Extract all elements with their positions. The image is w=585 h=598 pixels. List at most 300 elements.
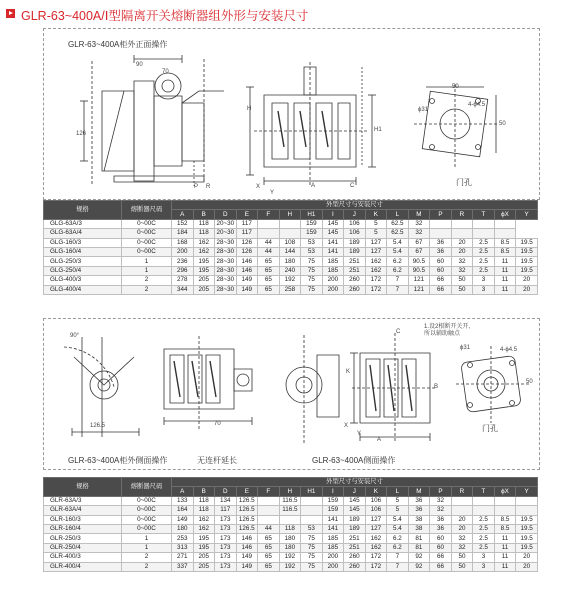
dimension-letter-header: L [387, 210, 409, 219]
table-row [44, 276, 538, 285]
dimension-cell: 5.4 [387, 524, 409, 533]
dimension-cell: 8.5 [494, 247, 516, 256]
dimension-cell [494, 219, 516, 228]
fuse-size-cell: 0~00C [122, 496, 172, 505]
model-cell: GLG-160/4 [44, 247, 122, 256]
dimension-cell: 192 [279, 553, 301, 562]
dimension-cell: 173 [215, 562, 237, 571]
fuse-size-cell: 0~00C [122, 238, 172, 247]
dimension-letter-header: L [387, 487, 409, 496]
dimension-cell: 66 [430, 553, 452, 562]
table-row [44, 219, 538, 228]
dim-label-d31: ϕ31 [418, 107, 429, 113]
dimension-cell: 11 [494, 285, 516, 294]
dimension-cell: 134 [215, 496, 237, 505]
dimension-cell: 146 [236, 257, 258, 266]
dimension-cell: 260 [344, 553, 366, 562]
dimension-letter-header: H1 [301, 210, 323, 219]
dimension-cell [516, 496, 538, 505]
dimension-cell: 260 [344, 276, 366, 285]
dimension-cell: 159 [322, 496, 344, 505]
dimension-cell: 5 [387, 506, 409, 515]
dim-label-70: 70 [214, 421, 221, 427]
dimension-cell: 205 [193, 553, 215, 562]
dimension-cell: 75 [301, 543, 323, 552]
dim-label-a: A [311, 183, 316, 189]
dimension-cell: 145 [344, 506, 366, 515]
dimension-cell: 8.5 [494, 515, 516, 524]
fuse-size-cell: 1 [122, 543, 172, 552]
dimension-cell: 7 [387, 553, 409, 562]
dimension-cell: 19.5 [516, 534, 538, 543]
dimension-cell: 172 [365, 553, 387, 562]
dimension-cell: 28~30 [216, 248, 235, 256]
dimension-cell: 173 [215, 543, 237, 552]
dimension-cell: 168 [172, 238, 194, 247]
dimension-cell: 126 [236, 238, 258, 247]
side-operation-caption-right: GLR-63~400A侧面操作 [312, 456, 396, 465]
dimension-letter-header: B [193, 210, 215, 219]
dimension-cell: 189 [344, 515, 366, 524]
model-cell: GLR-400/3 [44, 553, 122, 562]
dimension-cell [301, 496, 323, 505]
dimension-letter-header: Y [516, 487, 538, 496]
dimension-cell: 20 [451, 238, 473, 247]
dimension-cell: 118 [193, 229, 215, 238]
dimension-cell: 127 [365, 247, 387, 256]
dim-label-r: R [206, 184, 211, 190]
dimension-cell: 141 [322, 247, 344, 256]
dimension-letter-header: A [172, 487, 194, 496]
dim-label-c: C [396, 329, 401, 335]
dimension-cell: 106 [344, 219, 366, 228]
col-fuse-header: 熔断器尺码 [122, 478, 172, 497]
installation-note: 1.设2根断开关开、 所以辅助触点 [424, 324, 475, 337]
model-cell: GLR-250/4 [44, 543, 122, 552]
dimension-cell: 8.5 [494, 524, 516, 533]
dimension-cell: 118 [193, 496, 215, 505]
dimension-cell: 141 [322, 238, 344, 247]
dimension-cell: 118 [193, 219, 215, 228]
dimension-cell: 3 [473, 285, 495, 294]
dimension-cell: 20 [516, 276, 538, 285]
dim-label-50-top: 50 [452, 84, 459, 90]
dimension-cell: 173 [215, 524, 237, 533]
dimension-cell: 149 [172, 515, 194, 524]
dimension-cell: 20 [516, 553, 538, 562]
dimension-cell [258, 515, 280, 524]
dimension-cell: 180 [279, 543, 301, 552]
dimension-cell: 65 [258, 276, 280, 285]
dimension-cell: 36 [430, 238, 452, 247]
dimension-group-header: 外型尺寸与安装尺寸 [172, 478, 538, 487]
dimension-cell [430, 219, 452, 228]
dimension-cell: 7 [387, 276, 409, 285]
dimension-cell: 11 [494, 276, 516, 285]
dimension-cell: 192 [279, 276, 301, 285]
col-model-header: 规格 [44, 478, 122, 497]
dimension-cell: 67 [408, 238, 430, 247]
dimension-cell: 149 [236, 285, 258, 294]
dimension-letter-header: M [408, 487, 430, 496]
side-operation-drawing-panel [43, 318, 540, 470]
model-cell: GLG-160/3 [44, 238, 122, 247]
dimension-cell: 19.5 [516, 238, 538, 247]
dimension-cell: 32 [451, 543, 473, 552]
dimension-cell [301, 515, 323, 524]
dimension-letter-header: R [451, 210, 473, 219]
dimension-cell: 75 [301, 257, 323, 266]
dimension-cell [451, 506, 473, 515]
model-cell: GLG-400/4 [44, 285, 122, 294]
dimension-cell: 11 [494, 543, 516, 552]
dimension-cell: 32 [408, 219, 430, 228]
dimension-cell: 50 [451, 553, 473, 562]
dimension-letter-header: J [344, 487, 366, 496]
dimension-cell: 195 [193, 266, 215, 275]
model-cell: GLR-400/4 [44, 562, 122, 571]
dimension-cell: 117 [236, 229, 258, 238]
dimension-cell: 19.5 [516, 543, 538, 552]
dimension-cell: 146 [236, 534, 258, 543]
dimension-letter-header: T [473, 210, 495, 219]
spec-table-body [44, 219, 538, 294]
dimension-cell: 32 [451, 266, 473, 275]
dimension-cell: 75 [301, 534, 323, 543]
fuse-size-cell: 2 [122, 276, 172, 285]
dimension-cell: 5 [365, 219, 387, 228]
dimension-cell: 195 [193, 543, 215, 552]
dimension-cell: 66 [430, 285, 452, 294]
dimension-cell: 44 [258, 238, 280, 247]
table-row [44, 506, 538, 515]
dimension-letter-header: H [279, 487, 301, 496]
dim-label-holes: 4-ϕ4.5 [468, 102, 486, 108]
dimension-cell: 146 [236, 543, 258, 552]
dimension-cell: 189 [344, 524, 366, 533]
table-row [44, 247, 538, 256]
dimension-cell: 159 [301, 219, 323, 228]
dimension-cell: 2.5 [473, 266, 495, 275]
dimension-cell: 108 [279, 238, 301, 247]
dimension-cell: 296 [172, 266, 194, 275]
dimension-cell [494, 506, 516, 515]
table-row [44, 266, 538, 275]
dimension-cell: 173 [215, 534, 237, 543]
dimension-cell: 20 [516, 562, 538, 571]
model-cell: GLR-250/3 [44, 534, 122, 543]
front-operation-drawing-panel [43, 28, 540, 200]
dim-label-b: B [434, 384, 439, 390]
dimension-cell: 75 [301, 562, 323, 571]
dim-label-p: P [194, 184, 199, 190]
dimension-cell: 240 [279, 266, 301, 275]
dimension-cell: 65 [258, 257, 280, 266]
dimension-cell: 2.5 [473, 247, 495, 256]
model-cell: GLG-63A/4 [44, 229, 122, 238]
dimension-cell: 126 [236, 247, 258, 256]
page-header [6, 5, 581, 25]
dimension-cell: 260 [344, 285, 366, 294]
dimension-cell: 180 [172, 524, 194, 533]
dimension-cell: 189 [344, 238, 366, 247]
dimension-cell [451, 496, 473, 505]
dimension-cell: 337 [172, 562, 194, 571]
table-row [44, 238, 538, 247]
dimension-cell: 92 [408, 553, 430, 562]
dimension-cell: 81 [408, 543, 430, 552]
dimension-cell: 32 [408, 229, 430, 238]
dim-label-h: H [247, 106, 252, 112]
dimension-cell: 253 [172, 534, 194, 543]
dimension-cell: 2.5 [473, 515, 495, 524]
dimension-cell [473, 496, 495, 505]
dimension-cell: 67 [408, 247, 430, 256]
dim-label-k: K [346, 369, 351, 375]
dimension-cell: 133 [172, 496, 194, 505]
dimension-letter-header: ϕX [494, 210, 516, 219]
dimension-cell: 5.4 [387, 238, 409, 247]
model-cell: GLG-400/3 [44, 276, 122, 285]
dimension-cell: 32 [430, 506, 452, 515]
dimension-cell: 116.5 [279, 496, 301, 505]
dimension-cell: 65 [258, 562, 280, 571]
dimension-cell: 121 [408, 276, 430, 285]
dimension-letter-header: J [344, 210, 366, 219]
dimension-cell: 38 [408, 524, 430, 533]
dimension-cell: 66 [430, 562, 452, 571]
dimension-cell: 6.2 [387, 266, 409, 275]
dimension-cell: 251 [344, 266, 366, 275]
dimension-cell: 19.5 [516, 257, 538, 266]
dimension-cell: 60 [430, 257, 452, 266]
dimension-cell: 3 [473, 553, 495, 562]
dimension-letter-header: P [430, 487, 452, 496]
dimension-cell: 65 [258, 553, 280, 562]
dimension-cell: 62.5 [387, 229, 409, 238]
dimension-cell: 121 [408, 285, 430, 294]
dimension-cell: 159 [301, 229, 323, 238]
model-cell: GLR-160/4 [44, 524, 122, 533]
table-row [44, 515, 538, 524]
front-operation-caption: GLR-63~400A柜外正面操作 [68, 40, 168, 49]
dimension-cell: 60 [430, 534, 452, 543]
dimension-cell: 75 [301, 276, 323, 285]
dimension-cell: 117 [215, 506, 237, 515]
dimension-cell: 192 [279, 562, 301, 571]
dimension-cell: 200 [322, 285, 344, 294]
dimension-letter-header: F [258, 487, 280, 496]
dimension-cell [451, 229, 473, 238]
dimension-cell [473, 219, 495, 228]
dim-label-a: A [377, 437, 382, 443]
dimension-cell: 145 [322, 229, 344, 238]
dimension-cell: 173 [215, 553, 237, 562]
dimension-cell: 127 [365, 238, 387, 247]
fuse-size-cell: 2 [122, 553, 172, 562]
dimension-cell: 7 [387, 562, 409, 571]
dimension-cell: 5.4 [387, 515, 409, 524]
dimension-cell: 180 [279, 534, 301, 543]
dimension-cell: 50 [451, 285, 473, 294]
dimension-cell [258, 506, 280, 515]
dimension-cell: 11 [494, 534, 516, 543]
table-row [44, 553, 538, 562]
dimension-cell: 200 [322, 562, 344, 571]
dimension-cell: 19.5 [516, 266, 538, 275]
dimension-cell: 162 [365, 266, 387, 275]
dim-label-y: Y [270, 190, 275, 196]
dimension-letter-header: R [451, 487, 473, 496]
dimension-cell: 36 [408, 496, 430, 505]
spec-table-glg [43, 200, 538, 295]
dimension-cell [516, 506, 538, 515]
dimension-cell: 195 [193, 534, 215, 543]
dimension-cell: 5 [365, 229, 387, 238]
model-cell: GLR-160/3 [44, 515, 122, 524]
dimension-letter-header: P [430, 210, 452, 219]
dimension-cell: 173 [215, 515, 237, 524]
model-cell: GLG-250/4 [44, 266, 122, 275]
dimension-cell: 344 [172, 285, 194, 294]
dimension-cell: 20~30 [216, 229, 235, 237]
fuse-size-cell: 0~00C [122, 515, 172, 524]
dim-label-90: 90 [136, 62, 143, 68]
dimension-cell: 19.5 [516, 515, 538, 524]
door-cutout-drawing [404, 79, 524, 189]
dimension-cell: 36 [430, 247, 452, 256]
dimension-cell: 145 [322, 219, 344, 228]
front-body-view-drawing [244, 47, 384, 197]
dimension-cell: 19.5 [516, 524, 538, 533]
table-row [44, 543, 538, 552]
dimension-cell: 236 [172, 257, 194, 266]
table-row [44, 285, 538, 294]
dimension-letter-header: M [408, 210, 430, 219]
dimension-cell: 53 [301, 524, 323, 533]
dimension-cell [258, 219, 280, 228]
dimension-cell [473, 229, 495, 238]
dimension-cell: 127 [365, 515, 387, 524]
dimension-cell: 146 [236, 266, 258, 275]
side-operation-caption-mid: 无连杆延长 [197, 456, 237, 465]
dimension-cell: 2.5 [473, 543, 495, 552]
dimension-cell: 162 [193, 238, 215, 247]
dimension-letter-header: E [236, 487, 258, 496]
dimension-cell: 162 [193, 247, 215, 256]
dimension-cell: 65 [258, 266, 280, 275]
model-cell: GLR-63A/4 [44, 506, 122, 515]
dimension-cell: 32 [430, 496, 452, 505]
dimension-cell: 271 [172, 553, 194, 562]
dimension-cell: 141 [322, 524, 344, 533]
dimension-cell: 60 [430, 543, 452, 552]
dimension-letter-header: ϕX [494, 487, 516, 496]
front-side-view-drawing [64, 51, 234, 196]
col-fuse-header: 熔断器尺码 [122, 201, 172, 220]
dim-label-y: Y [357, 431, 362, 437]
dimension-cell: 106 [344, 229, 366, 238]
dim-label-90-degree: 90° [70, 333, 80, 339]
dimension-letter-header: Y [516, 210, 538, 219]
table-row [44, 496, 538, 505]
cutout-caption: 门孔 [456, 178, 472, 187]
dimension-cell [494, 229, 516, 238]
dimension-cell: 185 [322, 257, 344, 266]
dimension-cell: 20 [451, 515, 473, 524]
dimension-cell: 90.5 [408, 266, 430, 275]
dimension-cell: 60 [430, 266, 452, 275]
dimension-cell: 20 [516, 285, 538, 294]
dimension-letter-header: K [365, 487, 387, 496]
dimension-cell: 185 [322, 266, 344, 275]
dimension-letter-header: A [172, 210, 194, 219]
dimension-cell: 75 [301, 553, 323, 562]
dimension-cell: 149 [236, 562, 258, 571]
dimension-cell [430, 229, 452, 238]
dimension-cell: 251 [344, 543, 366, 552]
dimension-cell: 258 [279, 285, 301, 294]
dimension-letter-header: I [322, 487, 344, 496]
dimension-cell: 65 [258, 534, 280, 543]
table-row [44, 524, 538, 533]
dimension-cell: 90.5 [408, 257, 430, 266]
dim-label-x: X [344, 423, 349, 429]
model-cell: GLG-63A/3 [44, 219, 122, 228]
dimension-cell: 205 [193, 562, 215, 571]
dimension-cell: 117 [236, 219, 258, 228]
fuse-size-cell: 2 [122, 562, 172, 571]
dimension-cell: 50 [451, 562, 473, 571]
dimension-cell: 20 [451, 247, 473, 256]
dim-label-126-5: 126.5 [90, 423, 106, 429]
dimension-letter-header: B [193, 487, 215, 496]
dimension-cell: 5.4 [387, 247, 409, 256]
dimension-cell: 313 [172, 543, 194, 552]
dimension-cell: 5 [387, 496, 409, 505]
dimension-cell: 28~30 [216, 266, 235, 274]
page-title: GLR-63~400A/Ⅰ型隔离开关熔断器组外形与安装尺寸 [21, 9, 309, 23]
dim-label-holes: 4-ϕ4.5 [500, 347, 518, 353]
dimension-cell: 144 [279, 247, 301, 256]
dimension-cell: 6.2 [387, 534, 409, 543]
dimension-cell: 7 [387, 285, 409, 294]
dimension-cell: 200 [172, 247, 194, 256]
dimension-cell: 28~30 [216, 285, 235, 293]
dimension-cell: 149 [236, 276, 258, 285]
col-model-header: 规格 [44, 201, 122, 220]
dimension-cell: 2.5 [473, 257, 495, 266]
dimension-cell: 2.5 [473, 524, 495, 533]
dimension-cell: 75 [301, 285, 323, 294]
dimension-cell: 3 [473, 276, 495, 285]
dimension-cell: 149 [236, 553, 258, 562]
spec-table-body [44, 496, 538, 571]
dimension-cell: 6.2 [387, 257, 409, 266]
dimension-cell: 65 [258, 543, 280, 552]
dimension-cell: 205 [193, 276, 215, 285]
dimension-cell: 189 [344, 247, 366, 256]
dimension-cell [473, 506, 495, 515]
dimension-cell: 126.5 [236, 496, 258, 505]
dim-label-x: X [256, 184, 261, 190]
dimension-cell: 141 [322, 515, 344, 524]
side-cutout-caption: 门孔 [482, 424, 498, 433]
dimension-cell: 162 [365, 534, 387, 543]
dimension-letter-header: K [365, 210, 387, 219]
dimension-cell: 81 [408, 534, 430, 543]
dim-label-50-side: 50 [499, 121, 506, 127]
